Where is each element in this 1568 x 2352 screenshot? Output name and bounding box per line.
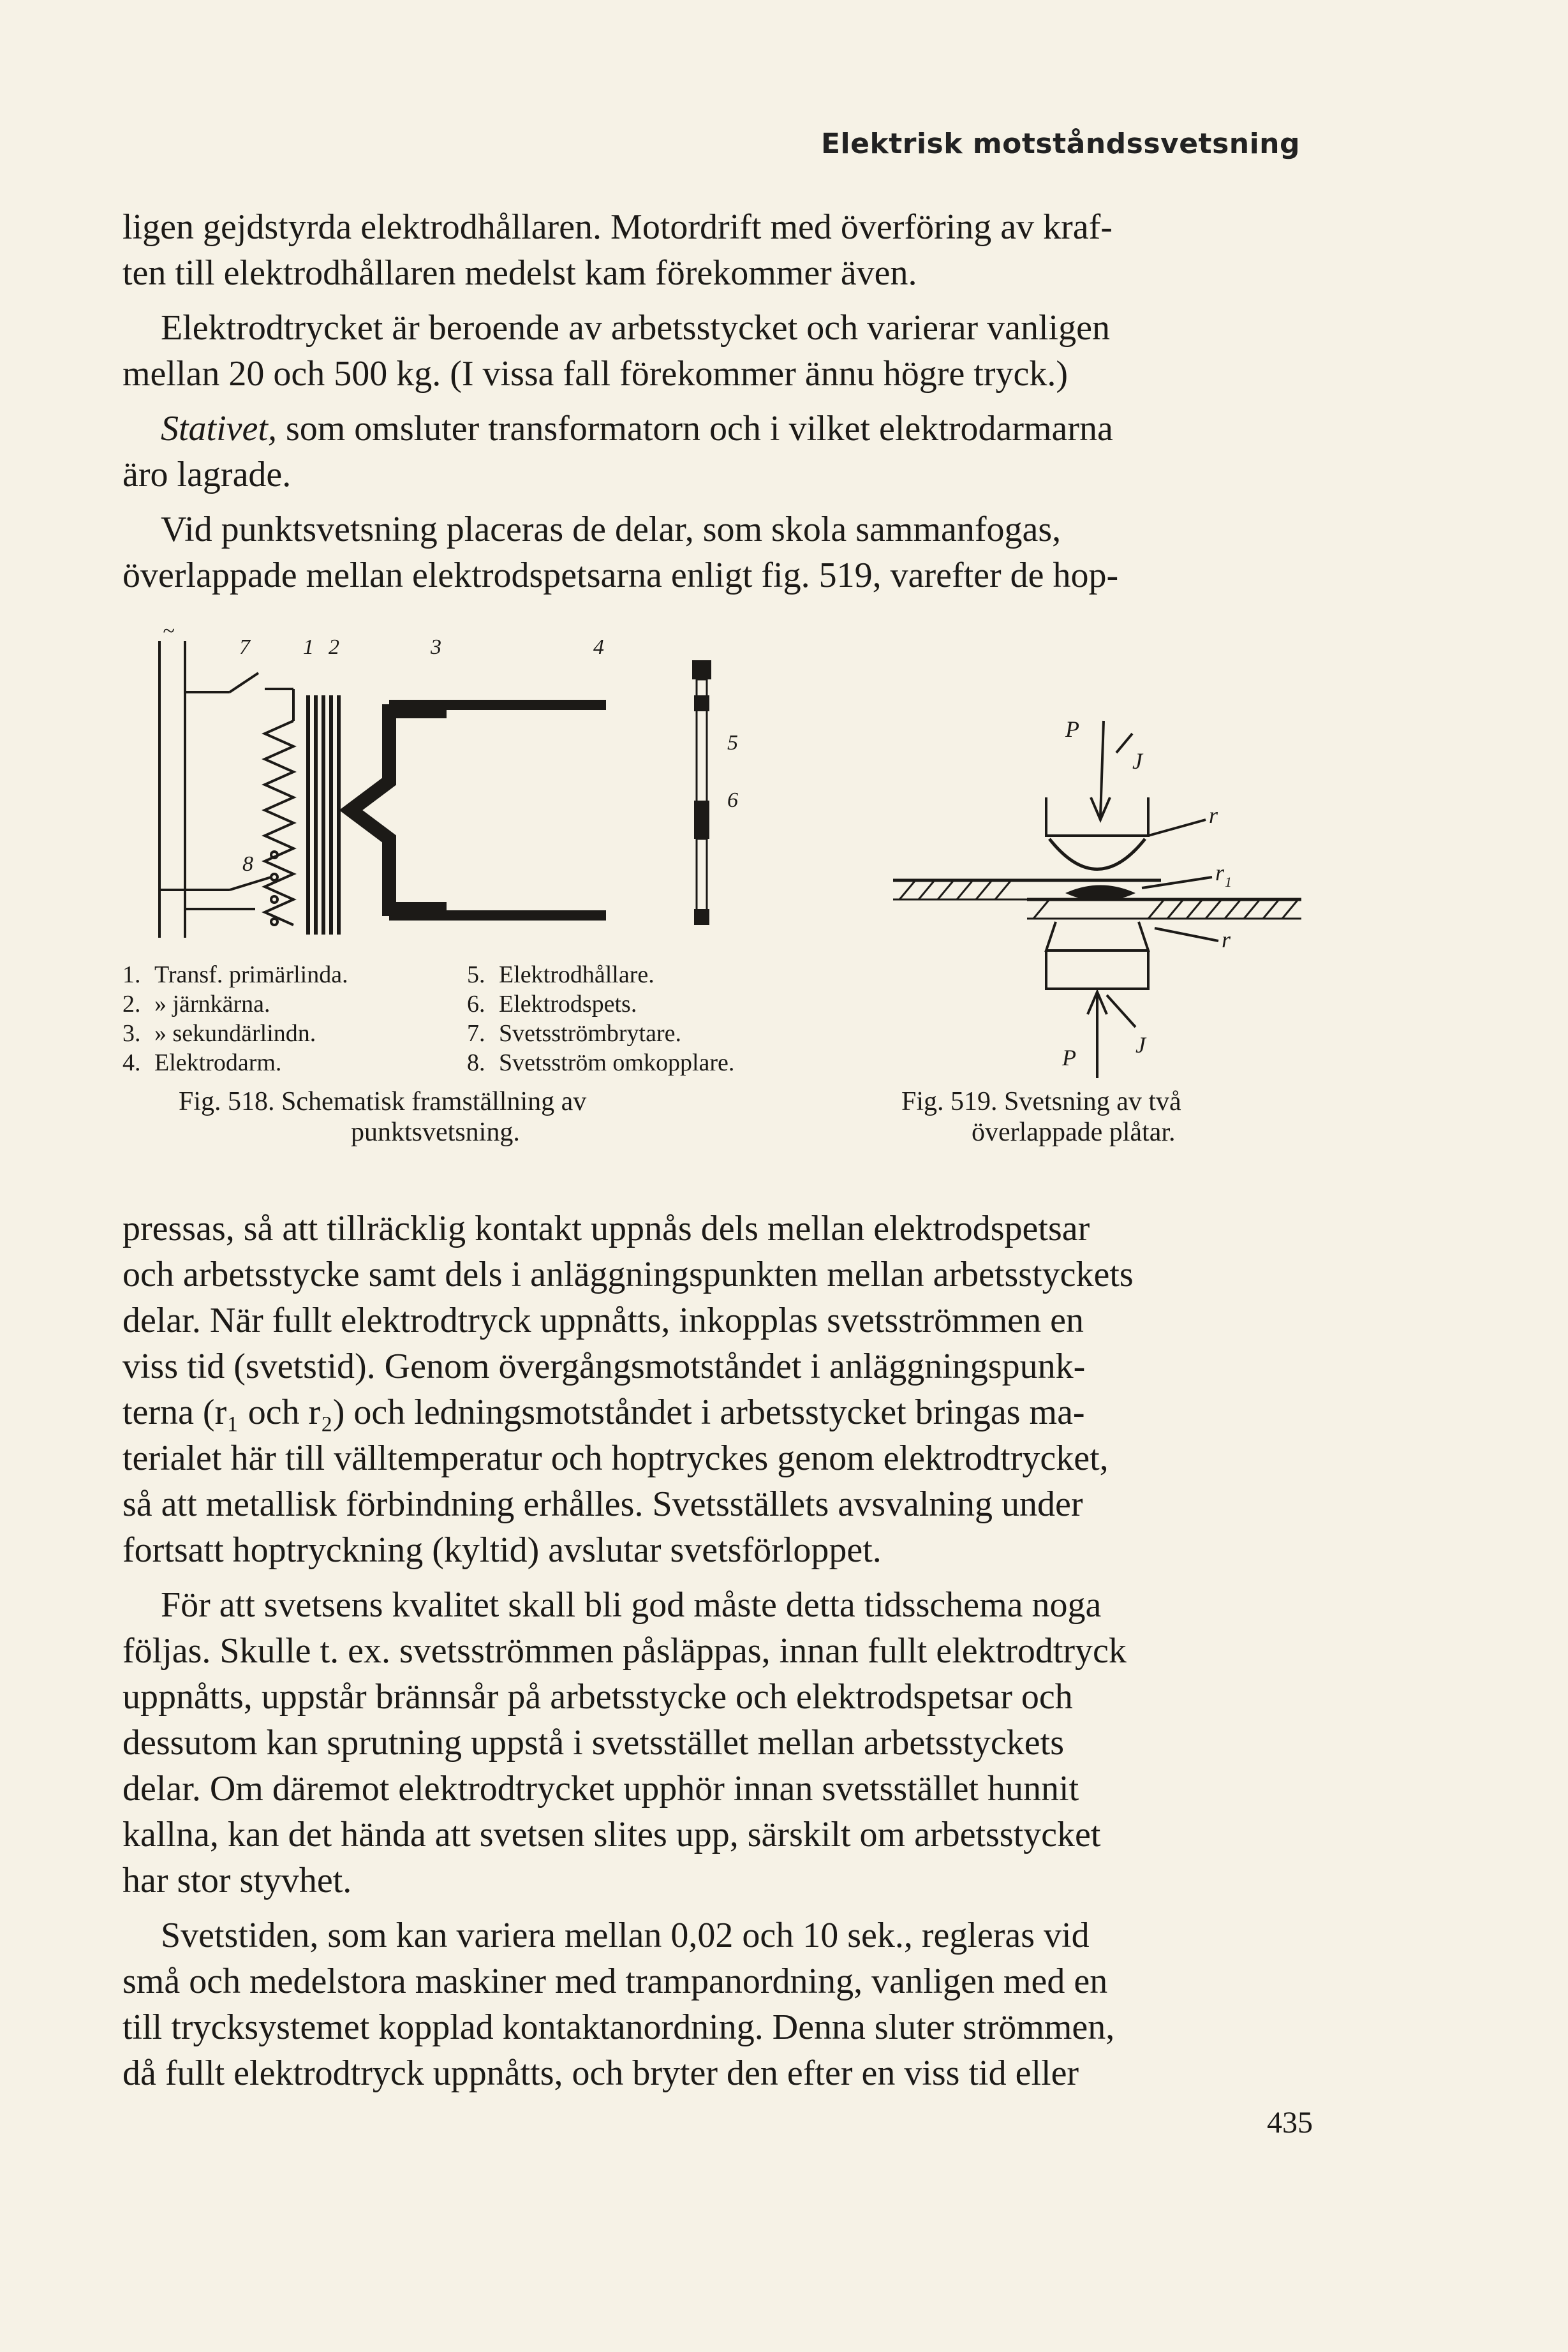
electrode-holder-lower xyxy=(694,909,709,925)
label-j-bottom: J xyxy=(1135,1032,1146,1058)
label-subscript: 1 xyxy=(1225,874,1232,890)
pressure-arrow-top xyxy=(1100,721,1104,817)
label-2: 2 xyxy=(329,635,339,659)
legend-text: » sekundärlindn. xyxy=(154,1020,316,1047)
text-span: som omsluter transformatorn och i vilket elektrodarmarna xyxy=(276,409,1113,448)
text-line: delar. När fullt elektrodtryck uppnåtts, inkopplas svetsströmmen en xyxy=(122,1301,1084,1340)
body-text-bottom xyxy=(122,1206,1306,2105)
figure-519-diagram xyxy=(880,708,1314,1091)
text-line: och arbetsstycke samt dels i anläggningspunkten mellan arbetsstyckets xyxy=(122,1255,1134,1294)
page-number: 435 xyxy=(1267,2106,1313,2140)
text-line: fortsatt hoptryckning (kyltid) avslutar svetsförloppet. xyxy=(122,1530,882,1570)
primary-winding xyxy=(265,721,293,925)
text-line: följas. Skulle t. ex. svetsströmmen påsläppas, innan fullt elektrodtryck xyxy=(122,1631,1127,1671)
electrode-holder-upper xyxy=(692,660,711,679)
legend-number: 5. xyxy=(467,961,485,988)
text-line: så att metallisk förbindning erhålles. Svetsställets avsvalning under xyxy=(122,1484,1083,1524)
label-r: r xyxy=(1215,860,1225,885)
text-line: pressas, så att tillräcklig kontakt uppnås dels mellan elektrodspetsar xyxy=(122,1209,1090,1248)
label-5: 5 xyxy=(727,731,738,755)
text-line xyxy=(122,406,1306,452)
label-p-bottom: P xyxy=(1062,1045,1076,1070)
label-r: r xyxy=(1222,927,1231,952)
text-line: kallna, kan det hända att svetsen slites upp, särskilt om arbetsstycket xyxy=(122,1815,1101,1854)
lower-electrode xyxy=(1046,922,1148,950)
legend-text: » järnkärna. xyxy=(154,991,270,1017)
text-line: mellan 20 och 500 kg. (I vissa fall förekommer ännu högre tryck.) xyxy=(122,354,1069,394)
caption-line: punktsvetsning. xyxy=(351,1118,520,1147)
secondary-winding xyxy=(351,711,447,909)
label-8: 8 xyxy=(242,852,253,876)
legend-text: Elektrodarm. xyxy=(154,1049,282,1076)
text-line: För att svetsens kvalitet skall bli god måste detta tidsschema noga xyxy=(161,1585,1102,1625)
legend-number: 6. xyxy=(467,991,485,1017)
running-header: Elektrisk motståndssvetsning xyxy=(820,128,1300,160)
electrode-holder-5 xyxy=(694,695,709,711)
label-3: 3 xyxy=(431,635,441,659)
caption-line: överlappade plåtar. xyxy=(972,1118,1176,1147)
text-line: terna (r₁ och r₂) och ledningsmotståndet i arbetsstycket bringas ma- xyxy=(122,1393,1085,1432)
legend-number: 7. xyxy=(467,1020,485,1047)
italic-term: Stativet, xyxy=(161,409,277,448)
legend-text: Elektrodspets. xyxy=(499,991,637,1017)
text-line: Svetstiden, som kan variera mellan 0,02 och 10 sek., regleras vid xyxy=(161,1916,1090,1955)
label-tilde: ~ xyxy=(163,619,175,643)
text-line: överlappade mellan elektrodspetsarna enligt fig. 519, varefter de hop- xyxy=(122,556,1119,595)
legend-text: Transf. primärlinda. xyxy=(154,961,348,988)
figure-518-schematic xyxy=(147,609,753,966)
figure-518-caption xyxy=(179,1086,753,1148)
text-line: äro lagrade. xyxy=(122,455,292,494)
label-1: 1 xyxy=(303,635,314,659)
text-line: terialet här till välltemperatur och hoptryckes genom elektrodtrycket, xyxy=(122,1439,1109,1478)
legend-number: 3. xyxy=(122,1020,141,1047)
text-line: till trycksystemet kopplad kontaktanordning. Denna sluter strömmen, xyxy=(122,2008,1115,2047)
iron-core xyxy=(306,695,341,935)
text-line: har stor styvhet. xyxy=(122,1861,352,1900)
text-line: små och medelstora maskiner med trampanordning, vanligen med en xyxy=(122,1962,1108,2001)
text-line: dessutom kan sprutning uppstå i svetsstället mellan arbetsstyckets xyxy=(122,1723,1064,1763)
figure-518-legend xyxy=(122,960,856,1077)
text-line: delar. Om däremot elektrodtrycket upphör innan svetsstället hunnit xyxy=(122,1769,1079,1808)
legend-number: 8. xyxy=(467,1049,485,1076)
label-j-top: J xyxy=(1132,748,1143,774)
text-line: ligen gejdstyrda elektrodhållaren. Motordrift med överföring av kraf- xyxy=(122,207,1113,247)
caption-line: Fig. 519. Svetsning av två xyxy=(901,1087,1181,1116)
upper-electrode xyxy=(1046,797,1148,836)
label-7: 7 xyxy=(239,635,250,659)
text-line: ten till elektrodhållaren medelst kam förekommer även. xyxy=(122,253,917,293)
label-r: r xyxy=(1209,802,1218,828)
text-line: Elektrodtrycket är beroende av arbetsstycket och varierar vanligen xyxy=(161,308,1110,348)
body-text-top xyxy=(122,204,1306,607)
label-6: 6 xyxy=(727,788,738,812)
legend-number: 1. xyxy=(122,961,141,988)
caption-line: Fig. 518. Schematisk framställning av xyxy=(179,1087,587,1116)
legend-text: Svetsströmbrytare. xyxy=(499,1020,682,1047)
text-line: uppnåtts, uppstår brännsår på arbetsstycke och elektrodspetsar och xyxy=(122,1677,1073,1717)
electrode-tip-6 xyxy=(694,801,709,839)
label-p-top: P xyxy=(1065,716,1079,742)
text-line: då fullt elektrodtryck uppnåtts, och bryter den efter en viss tid eller xyxy=(122,2053,1079,2093)
text-line: viss tid (svetstid). Genom övergångsmotståndet i anläggningspunk- xyxy=(122,1347,1086,1386)
legend-number: 2. xyxy=(122,991,141,1017)
legend-text: Svetsström omkopplare. xyxy=(499,1049,735,1076)
figure-519-caption xyxy=(901,1086,1322,1148)
switch-7 xyxy=(230,673,258,692)
text-line: Vid punktsvetsning placeras de delar, som skola sammanfogas, xyxy=(161,510,1061,549)
legend-number: 4. xyxy=(122,1049,141,1076)
label-4: 4 xyxy=(593,635,604,659)
legend-text: Elektrodhållare. xyxy=(499,961,655,988)
